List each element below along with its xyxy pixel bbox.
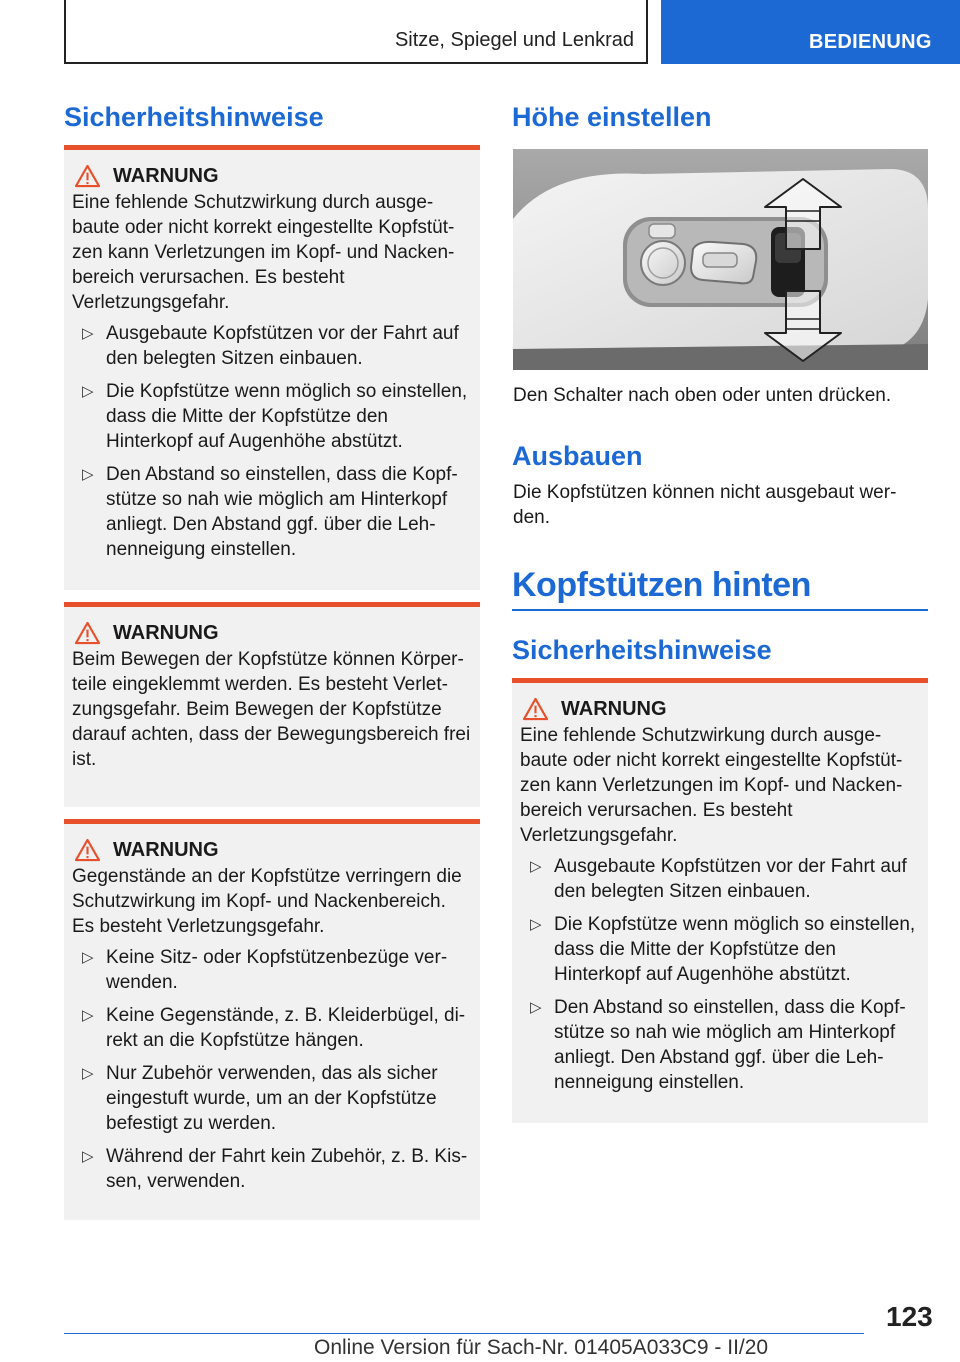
triangle-bullet-icon: ▷: [82, 1065, 94, 1082]
warning-triangle-icon: [522, 697, 549, 721]
list-item: [72, 1003, 471, 1053]
heading-rule: [512, 609, 928, 611]
triangle-bullet-icon: ▷: [82, 325, 94, 342]
warning-header: [520, 696, 919, 722]
page-number: 123: [886, 1301, 933, 1332]
triangle-bullet-icon: ▷: [530, 858, 542, 875]
warning-list: [520, 854, 919, 1095]
removal-heading: Ausbauen: [512, 441, 643, 471]
section-tab-label: BEDIENUNG: [809, 31, 932, 53]
online-version-link[interactable]: Online Version für Sach-Nr. 01405A033C9 - II/20: [314, 1336, 769, 1359]
warning-title: WARNUNG: [113, 164, 219, 187]
warning-box-3: [64, 819, 480, 1220]
warning-header: [72, 837, 471, 863]
list-item: [72, 379, 471, 454]
safety-heading: Sicherheitshinweise: [64, 102, 324, 132]
footer-rule: [64, 1333, 864, 1334]
list-item-text: Die Kopfstütze wenn möglich so einstellen, dass die Mitte der Kopfstütze den Hinterkopf auf Augenhöhe abstützt.: [554, 914, 916, 985]
list-item-text: Keine Sitz- oder Kopfstützenbezüge verwenden.: [106, 947, 448, 993]
rear-safety-heading: Sicherheitshinweise: [512, 635, 772, 665]
warning-box-rear: [512, 678, 928, 1123]
warning-title: WARNUNG: [113, 621, 219, 644]
warning-triangle-icon: [74, 838, 101, 862]
triangle-bullet-icon: ▷: [82, 1007, 94, 1024]
warning-triangle-icon: [74, 164, 101, 188]
list-item: [520, 995, 919, 1095]
warning-list: [72, 321, 471, 562]
list-item-text: Den Abstand so einstellen, dass die Kopfstütze so nah wie möglich am Hinterkopf anliegt. Den Abstand ggf. über die Lehnenneigung einstellen.: [106, 464, 458, 560]
warning-text: Eine fehlende Schutzwirkung durch ausgebaute oder nicht korrekt eingestellte Kopfstützen kann Verletzungen im Kopf- und Nackenbereich verursachen. Es besteht Verletzungsgefahr.: [520, 725, 903, 846]
warning-text: Gegenstände an der Kopfstütze verringern die Schutzwirkung im Kopf- und Nackenbereich. Es besteht Verletzungsgefahr.: [72, 866, 462, 937]
list-item-text: Nur Zubehör verwenden, das als sicher eingestuft wurde, um an der Kopfstütze befestigt zu werden.: [106, 1063, 438, 1134]
warning-text: Beim Bewegen der Kopfstütze können Körperteile eingeklemmt werden. Es besteht Verletzungsgefahr. Beim Bewegen der Kopfstütze darauf achten, dass der Bewegungsbereich frei ist.: [72, 649, 471, 770]
warning-text: Eine fehlende Schutzwirkung durch ausgebaute oder nicht korrekt eingestellte Kopfstützen kann Verletzungen im Kopf- und Nackenbereich verursachen. Es besteht Verletzungsgefahr.: [72, 192, 455, 313]
triangle-bullet-icon: ▷: [530, 999, 542, 1016]
removal-text: Die Kopfstützen können nicht ausgebaut werden.: [513, 482, 897, 528]
list-item: [72, 945, 471, 995]
running-header: [64, 0, 648, 64]
list-item-text: Den Abstand so einstellen, dass die Kopfstütze so nah wie möglich am Hinterkopf anliegt. Den Abstand ggf. über die Lehnenneigung einstellen.: [554, 997, 906, 1093]
triangle-bullet-icon: ▷: [82, 383, 94, 400]
chapter-title: Sitze, Spiegel und Lenkrad: [394, 29, 634, 51]
photo-caption: Den Schalter nach oben oder unten drücken.: [513, 385, 892, 406]
warning-box-2: [64, 602, 480, 807]
triangle-bullet-icon: ▷: [82, 1148, 94, 1165]
rear-headrests-heading: Kopfstützen hinten: [512, 566, 811, 604]
list-item: [72, 321, 471, 371]
list-item-text: Keine Gegenstände, z. B. Kleiderbügel, direkt an die Kopfstütze hängen.: [106, 1005, 466, 1051]
triangle-bullet-icon: ▷: [530, 916, 542, 933]
list-item-text: Ausgebaute Kopfstützen vor der Fahrt auf den belegten Sitzen einbauen.: [106, 323, 459, 369]
list-item: [520, 854, 919, 904]
height-heading: Höhe einstellen: [512, 102, 712, 132]
seat-switch-illustration: [513, 149, 928, 370]
list-item: [72, 462, 471, 562]
warning-header: [72, 620, 471, 646]
list-item-text: Die Kopfstütze wenn möglich so einstellen, dass die Mitte der Kopfstütze den Hinterkopf auf Augenhöhe abstützt.: [106, 381, 468, 452]
seat-switch-photo: [513, 149, 928, 370]
triangle-bullet-icon: ▷: [82, 466, 94, 483]
section-tab[interactable]: [661, 0, 960, 64]
warning-title: WARNUNG: [561, 697, 667, 720]
warning-box-1: [64, 145, 480, 590]
list-item: [72, 1061, 471, 1136]
warning-header: [72, 163, 471, 189]
list-item: [520, 912, 919, 987]
warning-triangle-icon: [74, 621, 101, 645]
list-item-text: Ausgebaute Kopfstützen vor der Fahrt auf den belegten Sitzen einbauen.: [554, 856, 907, 902]
warning-list: [72, 945, 471, 1194]
list-item-text: Während der Fahrt kein Zubehör, z. B. Kissen, verwenden.: [106, 1146, 468, 1192]
list-item: [72, 1144, 471, 1194]
warning-title: WARNUNG: [113, 838, 219, 861]
triangle-bullet-icon: ▷: [82, 949, 94, 966]
